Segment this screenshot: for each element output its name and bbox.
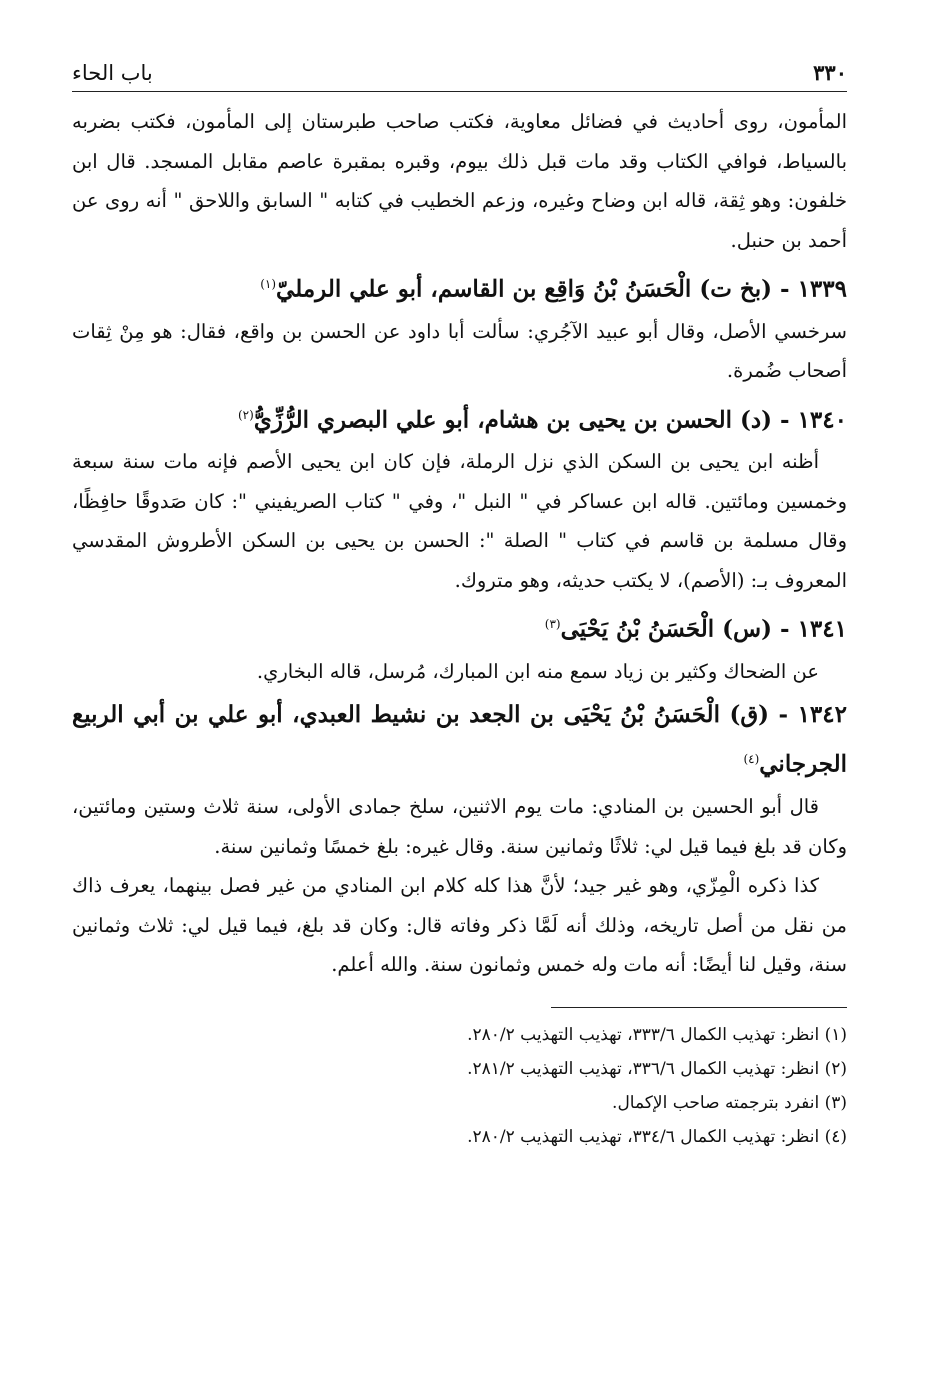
body-paragraph: المأمون، روى أحاديث في فضائل معاوية، فكتب صاحب طبرستان إلى المأمون، فكتب بضربه بالسياط، فوافي الكتاب وقد مات قبل ذلك بيوم، وقبره بمقبرة عاصم مقابل المسجد. قال ابن خلفون: وهو ثِقة، قاله ابن وضاح وغيره، وزعم الخطيب في كتابه " السابق واللاحق " أنه روى عن أحمد بن حنبل. — [72, 110, 847, 252]
body-paragraph: عن الضحاك وكثير بن زياد سمع منه ابن المبارك، مُرسل، قاله البخاري. — [256, 659, 819, 683]
entry-heading-text: ١٣٣٩ - (بخ ت) الْحَسَنُ بْنُ وَاقِع بن القاسم، أبو علي الرمليّ — [276, 275, 847, 303]
body-paragraph: أظنه ابن يحيى بن السكن الذي نزل الرملة، فإن كان ابن يحيى الأصم فإنه مات سنة سبعة وخمسين ومائتين. قاله ابن عساكر في " النبل "، وفي " كتاب الصريفيني ": كان صَدوقًا حافِظًا، وقال مسلمة بن قاسم في كتاب " الصلة ": الحسن بن يحيى بن السكن الأطروش المقدسي المعروف بـ: (الأصم)، لا يكتب حديثه، وهو متروك. — [72, 450, 847, 592]
chapter-title: باب الحاء — [72, 61, 153, 85]
footnote: (٣) انفرد بترجمته صاحب الإكمال. — [612, 1092, 847, 1113]
entry-heading — [72, 393, 847, 443]
entry-heading-text: ١٣٤٠ - (د) الحسن بن يحيى بن هشام، أبو علي البصري الرُّزِّيُّ — [253, 406, 847, 434]
entry-heading — [72, 602, 847, 652]
footnotes-section — [72, 1007, 847, 1154]
body-paragraph: كذا ذكره الْمِزّي، وهو غير جيد؛ لأنَّ هذا كله كلام ابن المنادي من غير فصل بينهما، يعرف ذاك من نقل من أصل تاريخه، وذلك أنه لَمَّا ذكر وفاته قال: وكان قد بلغ، فيما قيل لي: ثلاث وثمانين سنة، وقيل لنا أيضًا: أنه مات وله خمس وثمانون سنة. والله أعلم. — [72, 874, 847, 977]
footnote-marker: (١) — [260, 277, 277, 291]
page-body — [72, 102, 847, 985]
footnote: (٤) انظر: تهذيب الكمال ٣٣٤/٦، تهذيب التهذيب ٢٨٠/٢. — [467, 1126, 847, 1147]
page-number: ٣٣٠ — [813, 60, 847, 85]
book-page — [72, 58, 847, 1154]
body-paragraph: قال أبو الحسين بن المنادي: مات يوم الاثنين، سلخ جمادى الأولى، سنة ثلاث وستين ومائتين، وكان قد بلغ فيما قيل لي: ثلاثًا وثمانين سنة. وقال غيره: بلغ خمسًا وثمانين سنة. — [72, 795, 847, 858]
entry-heading — [72, 693, 847, 787]
footnote-marker: (٢) — [237, 407, 254, 422]
footnote-marker: (٣) — [544, 617, 561, 632]
footnote: (١) انظر: تهذيب الكمال ٣٣٣/٦، تهذيب التهذيب ٢٨٠/٢. — [467, 1024, 847, 1045]
footnote-marker: (٤) — [743, 752, 760, 767]
entry-heading-text: ١٣٤١ - (س) الْحَسَنُ بْنُ يَحْيَى — [560, 615, 847, 643]
page-header — [72, 58, 847, 92]
entry-heading-text: ١٣٤٢ - (ق) الْحَسَنُ بْنُ يَحْيَى بن الجعد بن نشيط العبدي، أبو علي بن أبي الربيع الجرجاني — [72, 701, 847, 779]
body-paragraph: سرخسي الأصل، وقال أبو عبيد الآجُري: سألت أبا داود عن الحسن بن واقع، فقال: هو مِنْ ثِقات أصحاب ضُمرة. — [72, 319, 847, 383]
footnote: (٢) انظر: تهذيب الكمال ٣٣٦/٦، تهذيب التهذيب ٢٨١/٢. — [467, 1058, 847, 1079]
entry-heading — [72, 262, 847, 312]
footnote-divider — [551, 1007, 847, 1008]
